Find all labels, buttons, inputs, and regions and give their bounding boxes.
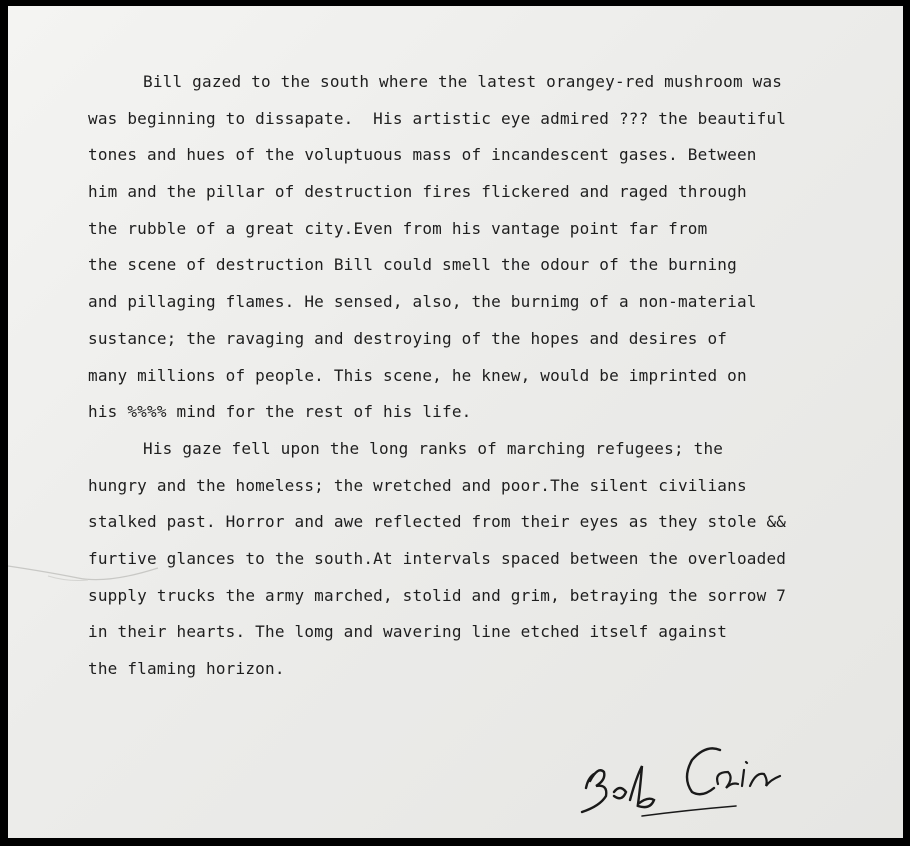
text-line: his %%%% mind for the rest of his life. xyxy=(88,402,472,422)
text-line: furtive glances to the south.At intervals spaced between the overloaded xyxy=(88,548,787,568)
typed-text-body xyxy=(88,64,878,688)
text-line: hungry and the homeless; the wretched and poor.The silent civilians xyxy=(88,475,747,495)
typed-page xyxy=(8,6,903,838)
text-line: the rubble of a great city.Even from his vantage point far from xyxy=(88,218,708,238)
text-line: many millions of people. This scene, he knew, would be imprinted on xyxy=(88,365,747,385)
text-line: stalked past. Horror and awe reflected from their eyes as they stole && xyxy=(88,512,787,532)
text-line: sustance; the ravaging and destroying of the hopes and desires of xyxy=(88,328,728,348)
text-line: Bill gazed to the south where the latest orangey-red mushroom was xyxy=(143,72,783,91)
paragraph-1 xyxy=(88,64,878,431)
paragraph-2 xyxy=(88,431,878,688)
text-line: was beginning to dissapate. His artistic eye admired ??? the beautiful xyxy=(88,108,787,128)
text-line: tones and hues of the voluptuous mass of incandescent gases. Between xyxy=(88,145,757,165)
text-line: him and the pillar of destruction fires flickered and raged through xyxy=(88,182,747,202)
text-line: supply trucks the army marched, stolid and grim, betraying the sorrow 7 xyxy=(88,585,787,605)
text-line: the flaming horizon. xyxy=(88,659,285,678)
text-line: the scene of destruction Bill could smell the odour of the burning xyxy=(88,255,737,275)
text-line: and pillaging flames. He sensed, also, the burnimg of a non-material xyxy=(88,292,757,312)
text-line: His gaze fell upon the long ranks of marching refugees; the xyxy=(143,438,724,458)
handwritten-signature xyxy=(568,726,798,826)
text-line: in their hearts. The lomg and wavering line etched itself against xyxy=(88,622,728,642)
